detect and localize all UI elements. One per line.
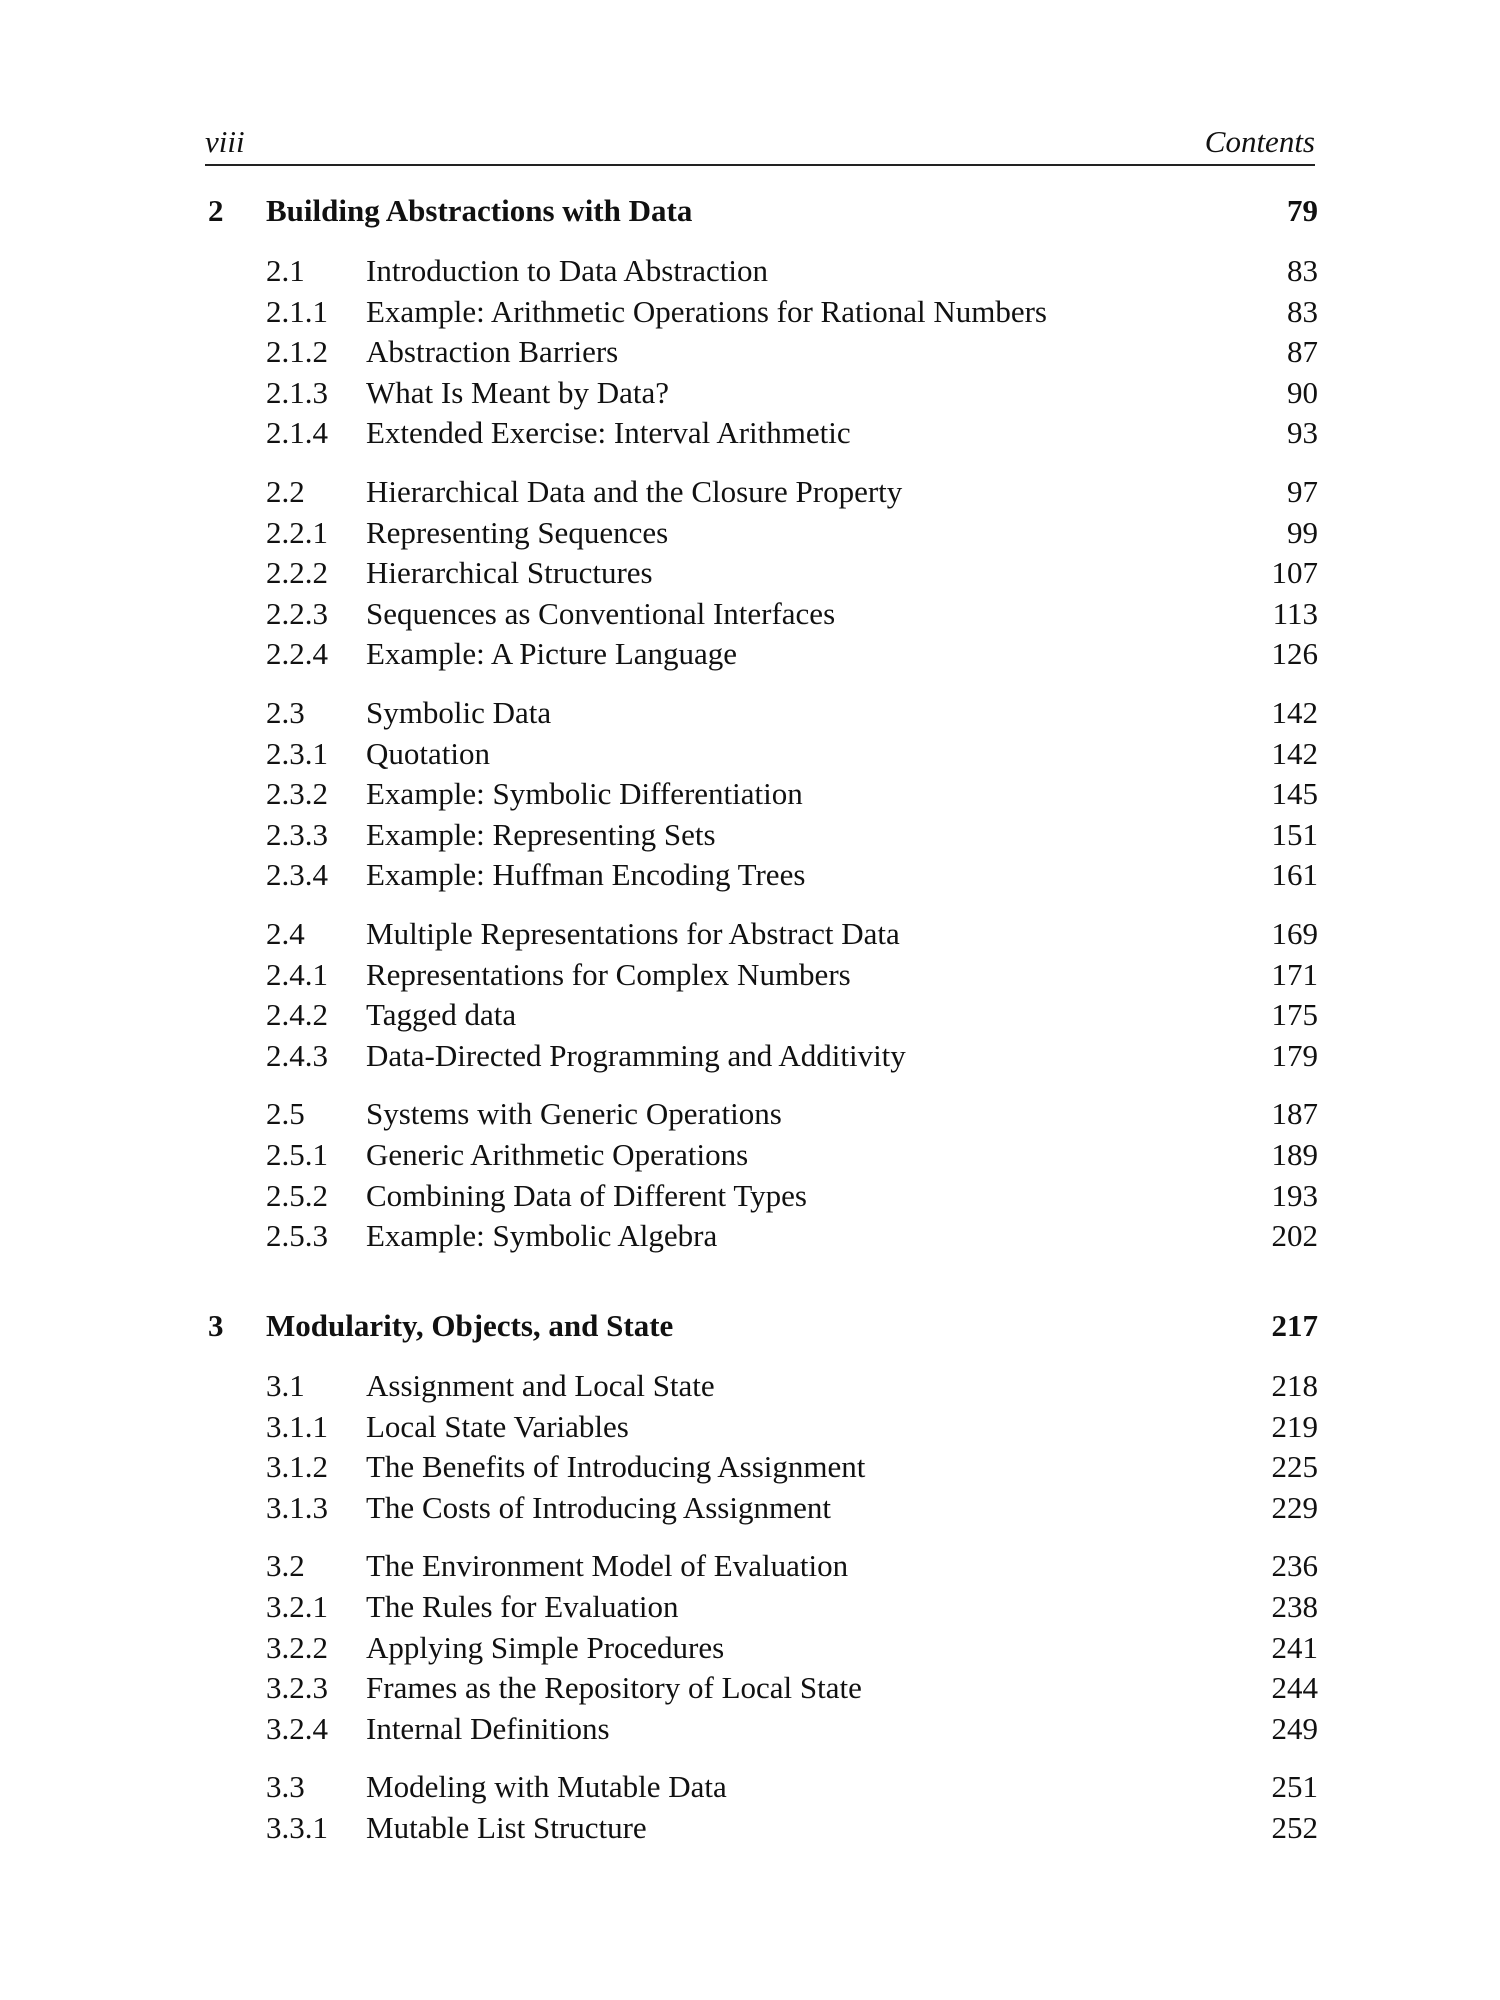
toc-entry[interactable] [0,1096,1500,1136]
section-page: 218 [1271,1368,1318,1403]
section-page: 252 [1271,1810,1318,1845]
toc-entry[interactable] [0,474,1500,514]
section-page: 241 [1271,1630,1318,1665]
section-number: 3.1.1 [266,1409,328,1444]
page-number: viii [205,124,245,159]
section-number: 2.2.2 [266,555,328,590]
toc-entry[interactable] [0,1548,1500,1588]
section-number: 3.1.3 [266,1490,328,1525]
section-number: 2.3.3 [266,817,328,852]
section-title: Symbolic Data [366,695,552,730]
section-number: 3.1.2 [266,1449,328,1484]
section-title: Quotation [366,736,490,771]
section-title: Applying Simple Procedures [366,1630,725,1665]
section-title: Example: Symbolic Algebra [366,1218,718,1253]
toc-entry[interactable] [0,1670,1500,1710]
section-number: 2.2.3 [266,596,328,631]
section-number: 3.2 [266,1548,305,1583]
section-title: Internal Definitions [366,1711,610,1746]
toc-entry[interactable] [0,1630,1500,1670]
section-title: Data-Directed Programming and Additivity [366,1038,906,1073]
toc-entry[interactable] [0,555,1500,595]
toc-entry[interactable] [0,957,1500,997]
section-page: 107 [1271,555,1318,590]
section-number: 2.3.2 [266,776,328,811]
section-number: 2.4.1 [266,957,328,992]
section-title: Hierarchical Data and the Closure Property [366,474,903,509]
section-title: What Is Meant by Data? [366,375,669,410]
section-page: 126 [1271,636,1318,671]
section-number: 3.3.1 [266,1810,328,1845]
section-number: 2.1.2 [266,334,328,369]
section-page: 87 [1287,334,1318,369]
section-page: 83 [1287,253,1318,288]
section-page: 236 [1271,1548,1318,1583]
toc-entry[interactable] [0,636,1500,676]
chapter-title: Building Abstractions with Data [266,193,693,228]
chapter-page: 79 [1287,193,1318,228]
section-page: 171 [1271,957,1318,992]
section-title: Extended Exercise: Interval Arithmetic [366,415,851,450]
section-page: 251 [1271,1769,1318,1804]
toc-entry[interactable] [0,1038,1500,1078]
section-page: 249 [1271,1711,1318,1746]
section-number: 2.5.1 [266,1137,328,1172]
running-title: Contents [1204,124,1315,159]
section-number: 3.1 [266,1368,305,1403]
chapter-page: 217 [1271,1308,1318,1343]
toc-entry[interactable] [0,1589,1500,1629]
section-number: 2.5.2 [266,1178,328,1213]
section-title: The Costs of Introducing Assignment [366,1490,831,1525]
section-number: 3.2.1 [266,1589,328,1624]
section-title: Mutable List Structure [366,1810,647,1845]
toc-entry[interactable] [0,997,1500,1037]
section-number: 2.4.3 [266,1038,328,1073]
section-page: 161 [1271,857,1318,892]
toc-entry[interactable] [0,857,1500,897]
toc-entry[interactable] [0,1137,1500,1177]
section-number: 3.3 [266,1769,305,1804]
section-title: Example: Symbolic Differentiation [366,776,803,811]
section-title: Representations for Complex Numbers [366,957,851,992]
section-number: 2.4 [266,916,305,951]
section-number: 2.2.4 [266,636,328,671]
toc-entry[interactable] [0,294,1500,334]
section-page: 151 [1271,817,1318,852]
section-page: 93 [1287,415,1318,450]
section-title: The Rules for Evaluation [366,1589,679,1624]
section-number: 2.1.4 [266,415,328,450]
section-page: 179 [1271,1038,1318,1073]
toc-entry[interactable] [0,515,1500,555]
toc-entry[interactable] [0,1711,1500,1751]
section-title: Tagged data [366,997,517,1032]
section-number: 2.3 [266,695,305,730]
toc-entry[interactable] [0,1178,1500,1218]
toc-entry[interactable] [0,375,1500,415]
section-page: 225 [1271,1449,1318,1484]
section-title: Hierarchical Structures [366,555,653,590]
section-title: Example: Arithmetic Operations for Rational Numbers [366,294,1047,329]
section-title: Local State Variables [366,1409,629,1444]
toc-entry[interactable] [0,1409,1500,1449]
toc-entry[interactable] [0,334,1500,374]
section-title: Combining Data of Different Types [366,1178,807,1213]
toc-entry[interactable] [0,253,1500,293]
section-number: 3.2.3 [266,1670,328,1705]
section-number: 2.5 [266,1096,305,1131]
toc-entry[interactable] [0,1810,1500,1850]
section-title: The Environment Model of Evaluation [366,1548,849,1583]
section-title: Assignment and Local State [366,1368,715,1403]
toc-entry[interactable] [0,736,1500,776]
toc-entry[interactable] [0,695,1500,735]
toc-entry[interactable] [0,776,1500,816]
toc-entry[interactable] [0,596,1500,636]
section-number: 2.1.3 [266,375,328,410]
section-page: 244 [1271,1670,1318,1705]
section-number: 2.1 [266,253,305,288]
toc-entry[interactable] [0,1769,1500,1809]
toc-entry[interactable] [0,916,1500,956]
chapter-heading[interactable] [0,193,1500,237]
section-number: 2.4.2 [266,997,328,1032]
section-title: Frames as the Repository of Local State [366,1670,862,1705]
section-number: 2.5.3 [266,1218,328,1253]
section-title: Introduction to Data Abstraction [366,253,769,288]
running-header [205,118,1315,166]
section-page: 175 [1271,997,1318,1032]
section-page: 169 [1271,916,1318,951]
chapter-number: 3 [208,1308,224,1343]
section-page: 90 [1287,375,1318,410]
section-title: Example: A Picture Language [366,636,738,671]
section-page: 83 [1287,294,1318,329]
section-page: 99 [1287,515,1318,550]
section-page: 219 [1271,1409,1318,1444]
toc-entry[interactable] [0,1490,1500,1530]
toc-entry[interactable] [0,817,1500,857]
section-page: 113 [1272,596,1318,631]
section-page: 142 [1271,736,1318,771]
section-number: 2.2 [266,474,305,509]
section-title: Sequences as Conventional Interfaces [366,596,836,631]
toc-entry[interactable] [0,1218,1500,1258]
section-number: 2.3.1 [266,736,328,771]
section-title: Example: Representing Sets [366,817,716,852]
section-number: 2.1.1 [266,294,328,329]
chapter-title: Modularity, Objects, and State [266,1308,674,1343]
section-title: Representing Sequences [366,515,669,550]
section-page: 189 [1271,1137,1318,1172]
section-title: Example: Huffman Encoding Trees [366,857,806,892]
section-page: 202 [1271,1218,1318,1253]
section-title: Multiple Representations for Abstract Data [366,916,900,951]
toc-entry[interactable] [0,1368,1500,1408]
section-number: 2.2.1 [266,515,328,550]
section-title: Abstraction Barriers [366,334,619,369]
toc-entry[interactable] [0,1449,1500,1489]
section-number: 3.2.4 [266,1711,328,1746]
section-page: 238 [1271,1589,1318,1624]
section-number: 2.3.4 [266,857,328,892]
section-title: Generic Arithmetic Operations [366,1137,749,1172]
section-number: 3.2.2 [266,1630,328,1665]
section-page: 97 [1287,474,1318,509]
section-title: The Benefits of Introducing Assignment [366,1449,866,1484]
toc-entry[interactable] [0,415,1500,455]
section-title: Modeling with Mutable Data [366,1769,727,1804]
section-page: 142 [1271,695,1318,730]
chapter-heading[interactable] [0,1308,1500,1352]
section-page: 193 [1271,1178,1318,1213]
section-page: 145 [1271,776,1318,811]
section-page: 229 [1271,1490,1318,1525]
chapter-number: 2 [208,193,224,228]
section-page: 187 [1271,1096,1318,1131]
section-title: Systems with Generic Operations [366,1096,782,1131]
